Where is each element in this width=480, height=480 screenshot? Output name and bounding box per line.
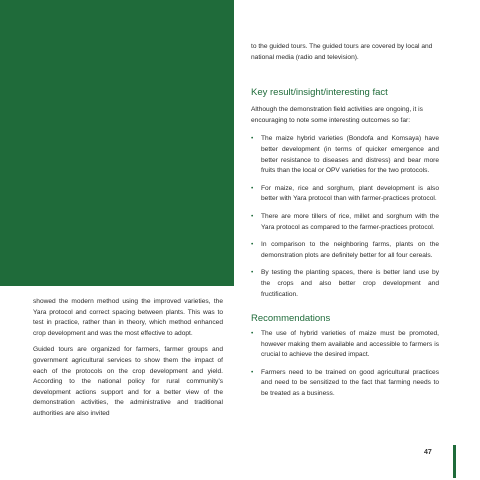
list-item-text: In comparison to the neighboring farms, plants on the demonstration plots are definitely better for all four cereals. <box>261 241 439 259</box>
bullet-icon: • <box>251 184 254 192</box>
green-header-block <box>0 0 234 286</box>
key-result-list <box>251 134 439 300</box>
key-result-heading: Key result/insight/interesting fact <box>251 87 388 99</box>
page-number: 47 <box>424 449 432 456</box>
list-item-text: Farmers need to be trained on good agricultural practices and need to be sensitized to the fact that farming needs to be treated as a business. <box>261 368 439 398</box>
list-item-text: There are more tillers of rice, millet and sorghum with the Yara protocol as compared to the farmer-practices protocol. <box>261 212 439 231</box>
list-item <box>251 268 439 300</box>
left-paragraph-2: Guided tours are organized for farmers, farmer groups and government agricultural services to show them the impact of each of the protocols on the crop development and yield. According to the national policy for rural community’s development actions support and for a better view of the demonstration activities, the administrative and traditional authorities are also invited <box>33 346 223 417</box>
list-item <box>251 329 439 361</box>
list-item-text: By testing the planting spaces, there is better land use by the crops and also better crop development and fructification. <box>261 269 439 298</box>
list-item <box>251 212 439 233</box>
page-number-bar <box>453 445 456 478</box>
bullet-icon: • <box>251 330 254 338</box>
recommendations-list <box>251 329 439 400</box>
bullet-icon: • <box>251 241 254 249</box>
right-column <box>251 42 439 407</box>
list-item-text: The maize hybrid varieties (Bondofa and Komsaya) have better development (in terms of quicker emergence and better resistance to diseases and distress) and bear more fruits than the local or OPV varieties for the two protocols. <box>261 135 439 175</box>
left-column <box>33 297 223 426</box>
left-paragraph-1: showed the modern method using the improved varieties, the Yara protocol and correct spacing between plants. This was to test in practice, rather than in theory, which method enhanced crop development and was the most effective to adopt. <box>33 298 223 337</box>
bullet-icon: • <box>251 269 254 277</box>
list-item <box>251 134 439 176</box>
key-result-paragraph: Although the demonstration field activities are ongoing, it is encouraging to note some interesting outcomes so far: <box>251 106 423 124</box>
list-item <box>251 184 439 205</box>
list-item-text: For maize, rice and sorghum, plant development is also better with Yara protocol than with farmer-practices protocol. <box>261 184 439 203</box>
intro-paragraph: to the guided tours. The guided tours are covered by local and national media (radio and television). <box>251 43 433 61</box>
bullet-icon: • <box>251 368 254 376</box>
list-item <box>251 240 439 261</box>
list-item <box>251 368 439 400</box>
bullet-icon: • <box>251 212 254 220</box>
recommendations-heading: Recommendations <box>251 313 331 325</box>
list-item-text: The use of hybrid varieties of maize must be promoted, however making them available and accessible to farmers is crucial to achieve the desired impact. <box>261 330 439 359</box>
bullet-icon: • <box>251 135 254 143</box>
